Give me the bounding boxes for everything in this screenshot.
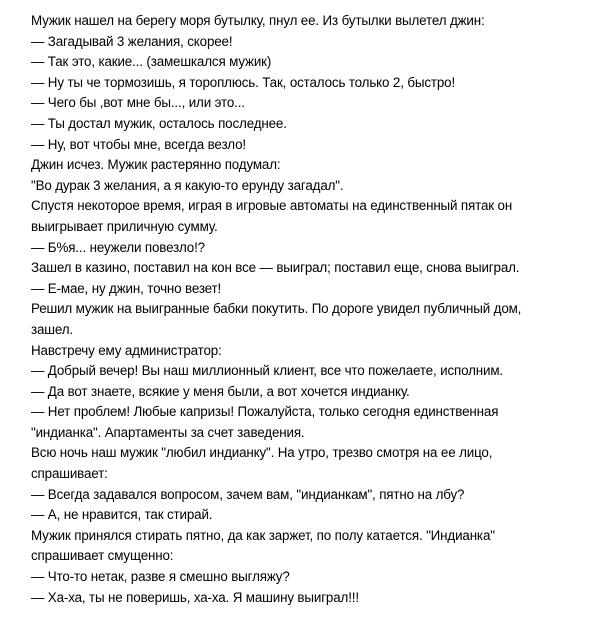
dialogue-line: — Нет проблем! Любые капризы! Пожалуйста, только сегодня единственная "индианка". Апартаменты за счет заведения. (31, 404, 499, 440)
dialogue-line: — Ты достал мужик, осталось последнее. (31, 115, 287, 131)
text-line: Зашел в казино, поставил на кон все — выиграл; поставил еще, снова выиграл. (31, 260, 520, 276)
dialogue-line: — Б%я... неужели повезло!? (31, 239, 205, 255)
text-line: Всю ночь наш мужик "любил индианку". На утро, трезво смотря на ее лицо, спрашивает: (31, 445, 493, 482)
dialogue-line: — Чего бы ,вот мне бы..., или это... (31, 95, 245, 111)
dialogue-line: — А, не нравится, так стирай. (31, 507, 213, 523)
text-line: Мужик принялся стирать пятно, да как заржет, по полу катается. "Индианка" спрашивает смущенно: (31, 527, 495, 564)
text-line: Мужик нашел на берегу моря бутылку, пнул ее. Из бутылки вылетел джин: (31, 13, 485, 28)
dialogue-line: — Е-мае, ну джин, точно везет! (31, 280, 222, 296)
dialogue-line: — Ха-ха, ты не поверишь, ха-ха. Я машину выиграл!!! (31, 589, 359, 605)
dialogue-line: — Загадывай 3 желания, скорее! (31, 33, 233, 49)
text-line: "Во дурак 3 желания, а я какую-то ерунду загадал". (31, 177, 344, 193)
dialogue-line: — Ну ты че тормозишь, я тороплюсь. Так, осталось только 2, быстро! (31, 74, 456, 90)
dialogue-line: — Так это, какие... (замешкался мужик) (31, 54, 272, 70)
dialogue-line: — Ну, вот чтобы мне, всегда везло! (31, 136, 246, 152)
dialogue-line: — Да вот знаете, всякие у меня были, а вот хочется индианку. (31, 383, 410, 399)
dialogue-line: — Всегда задавался вопросом, зачем вам, "индианкам", пятно на лбу? (31, 486, 465, 502)
dialogue-line: — Добрый вечер! Вы наш миллионный клиент, все что пожелаете, исполним. (31, 363, 503, 379)
text-line: Решил мужик на выигранные бабки покутить. По дороге увидел публичный дом, зашел. (31, 301, 522, 337)
dialogue-line: — Что-то нетак, разве я смешно выгляжу? (31, 569, 290, 585)
text-line: Джин исчез. Мужик растерянно подумал: (31, 157, 281, 173)
text-line: Спустя некоторое время, играя в игровые автоматы на единственный пятак он выигрывает приличную сумму. (31, 198, 513, 234)
text-line: Навстречу ему администратор: (31, 342, 222, 358)
